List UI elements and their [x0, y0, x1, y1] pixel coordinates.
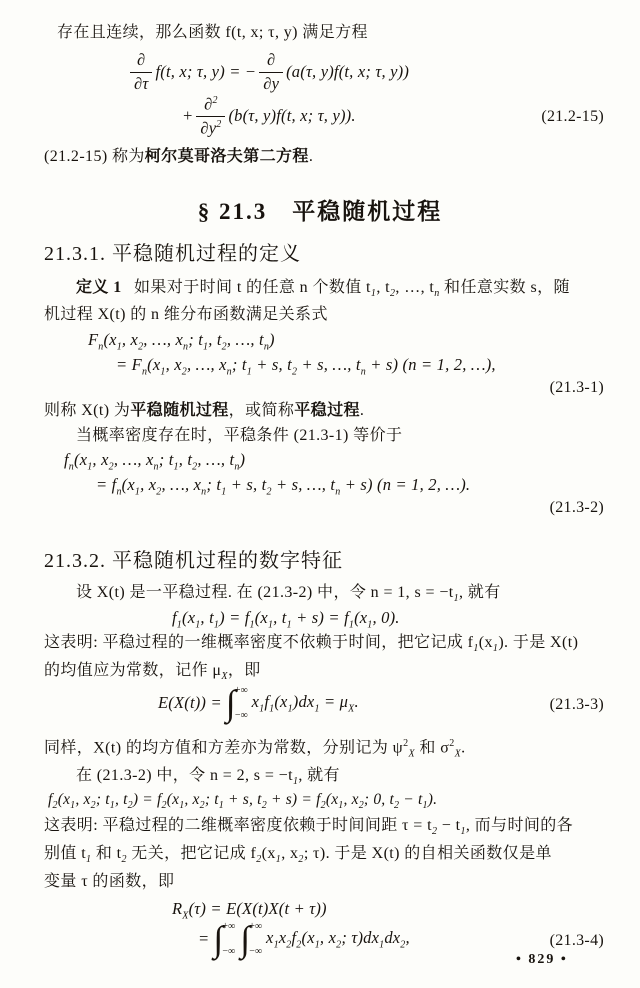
equation-21-2-15-line1 [130, 52, 409, 92]
integral-glyph: ∫ [225, 682, 236, 723]
fraction-d-dtau [130, 52, 152, 92]
equation-segment: (b(τ, y)f(t, x; τ, y)). [228, 106, 356, 126]
subsection-heading-21-3-1: 21.3.1. 平稳随机过程的定义 [44, 243, 301, 265]
integral-upper-limit: +∞ [222, 921, 236, 932]
fraction-d2-dy2 [196, 96, 225, 137]
equation-f2: $f_2(x_1$, $x_2$; $t_1$, $t_2) = f_2(x_1$, $x_2$; $t_1 + s$, $t_2 + s) = f_2(x_1$, $x_2$; 0, $t_2 - t_1$). [48, 791, 438, 812]
paragraph-n2: 在 (21.3-2) 中，令 n = 2, $s = -t_1$, 就有 [76, 767, 340, 788]
equation-number-21-3-4: (21.3-4) [549, 932, 604, 949]
integral-lower-limit: −∞ [249, 945, 263, 957]
paragraph-explain-1d-line2: 的均值应为常数，记作 $\mu_X$，即 [44, 662, 261, 683]
integral-glyph: ∫ [213, 918, 224, 959]
equation-lhs: E(X(t)) = [158, 692, 222, 712]
integral-glyph: ∫ [240, 918, 251, 959]
integral-upper-limit: +∞ [249, 921, 263, 932]
equation-segment: f(t, x; τ, y) = − [155, 61, 257, 81]
text-segment: 如果对于时间 t 的任意 n 个数值 $t_1$, $t_2$, …, $t_n$ 和任意实数 s，随 [134, 279, 570, 300]
text-segment: 则称 X(t) 为 [44, 402, 131, 419]
equation-number-21-3-2: (21.3-2) [549, 499, 604, 516]
page-number: • 829 • [516, 952, 568, 967]
fraction-d-dy [259, 52, 283, 92]
integral-lower-limit: −∞ [234, 709, 248, 721]
equation-number-21-3-1: (21.3-1) [549, 379, 604, 396]
integral-upper-limit: +∞ [234, 685, 248, 696]
paragraph-n1: 设 X(t) 是一平稳过程. 在 (21.3-2) 中，令 n = 1, $s = -t_1$, 就有 [76, 584, 501, 605]
bold-term-stationary-random-process: 平稳随机过程 [130, 402, 229, 419]
equation-21-2-15-line2 [182, 96, 356, 137]
definition-paragraph-line2: 机过程 X(t) 的 n 维分布函数满足关系式 [44, 306, 328, 323]
paragraph-explain-2d-line2: 别值 $t_1$ 和 $t_2$ 无关，把它记成 $f_2(x_1$, $x_2$; τ). 于是 X(t) 的自相关函数仅是单 [44, 845, 552, 866]
plus-sign: + [182, 106, 194, 126]
stationary-definition-line [44, 400, 364, 422]
integral-sign [213, 920, 235, 958]
fraction-denominator: ∂y [259, 72, 283, 93]
equation-number-21-2-15: (21.2-15) [541, 108, 604, 125]
bold-term-kolmogorov-second-equation: 柯尔莫哥洛夫第二方程 [144, 148, 309, 165]
text-segment: . [308, 148, 314, 165]
text-segment: ，或简称 [228, 402, 295, 419]
equation-body: $x_1x_2f_2(x_1$, $x_2$; $\tau)dx_1dx_2$, [266, 927, 410, 950]
fraction-denominator: ∂τ [130, 72, 152, 93]
equation-f1: $f_1(x_1$, $t_1) = f_1(x_1$, $t_1 + s) = f_1(x_1$, 0). [172, 608, 400, 631]
equation-21-3-2-line2: = $f_n(x_1$, $x_2$, …, $x_n$; $t_1 + s$, $t_2 + s$, …, $t_n + s$) (n = 1, 2, …). [96, 475, 471, 498]
fraction-denominator: $\partial y^2$ [196, 116, 225, 137]
subsection-heading-21-3-2: 21.3.2. 平稳随机过程的数字特征 [44, 550, 343, 572]
paragraph-variance: 同样，X(t) 的均方值和方差亦为常数，分别记为 $\psi^2_X$ 和 $\sigma^2_X$. [44, 738, 466, 760]
integral-sign [226, 684, 248, 722]
equation-segment: (a(τ, y)f(t, x; τ, y)) [286, 61, 410, 81]
equation-21-3-4-line1: $R_X(\tau) = E(X(t)X(t + \tau))$ [172, 899, 327, 922]
kolmogorov-line [44, 146, 313, 168]
definition-paragraph-line1 [76, 277, 570, 301]
fraction-numerator: ∂ [266, 50, 276, 69]
equation-21-3-2-line1: $f_n(x_1$, $x_2$, …, $x_n$; $t_1$, $t_2$, …, $t_n$) [64, 450, 246, 473]
text-segment: (21.2-15) 称为 [44, 148, 145, 165]
intro-line: 存在且连续，那么函数 f(t, x; τ, y) 满足方程 [57, 24, 368, 41]
equals-sign: = [198, 928, 210, 948]
equation-21-3-1-line2: = $F_n(x_1$, $x_2$, …, $x_n$; $t_1 + s$, $t_2 + s$, …, $t_n + s$) (n = 1, 2, …), [116, 355, 496, 378]
text-segment: . [359, 402, 365, 419]
equation-21-3-1-line1: $F_n(x_1$, $x_2$, …, $x_n$; $t_1$, $t_2$, …, $t_n$) [88, 330, 275, 353]
paragraph-explain-2d-line3: 变量 τ 的函数，即 [44, 873, 175, 890]
definition-label: 定义 1 [76, 279, 122, 296]
fraction-numerator: ∂$^2$ [204, 94, 218, 114]
equation-body: $x_1f_1(x_1)dx_1 = \mu_X$. [251, 691, 359, 714]
integral-sign [240, 920, 262, 958]
density-condition-line: 当概率密度存在时，平稳条件 (21.3-1) 等价于 [76, 427, 403, 444]
bold-term-stationary-process: 平稳过程 [294, 402, 360, 419]
equation-number-21-3-3: (21.3-3) [549, 696, 604, 713]
equation-21-3-3 [158, 684, 359, 722]
equation-21-3-4-line2 [198, 920, 410, 958]
section-heading-21-3: § 21.3 平稳随机过程 [197, 199, 443, 224]
paragraph-explain-2d-line1: 这表明: 平稳过程的二维概率密度依赖于时间间距 $\tau = t_2 - t_1$, 而与时间的各 [44, 817, 574, 838]
paragraph-explain-1d-line1: 这表明: 平稳过程的一维概率密度不依赖于时间，把它记成 $f_1(x_1)$. 于是 X(t) [44, 634, 579, 655]
fraction-numerator: ∂ [137, 50, 146, 69]
integral-lower-limit: −∞ [222, 945, 236, 957]
